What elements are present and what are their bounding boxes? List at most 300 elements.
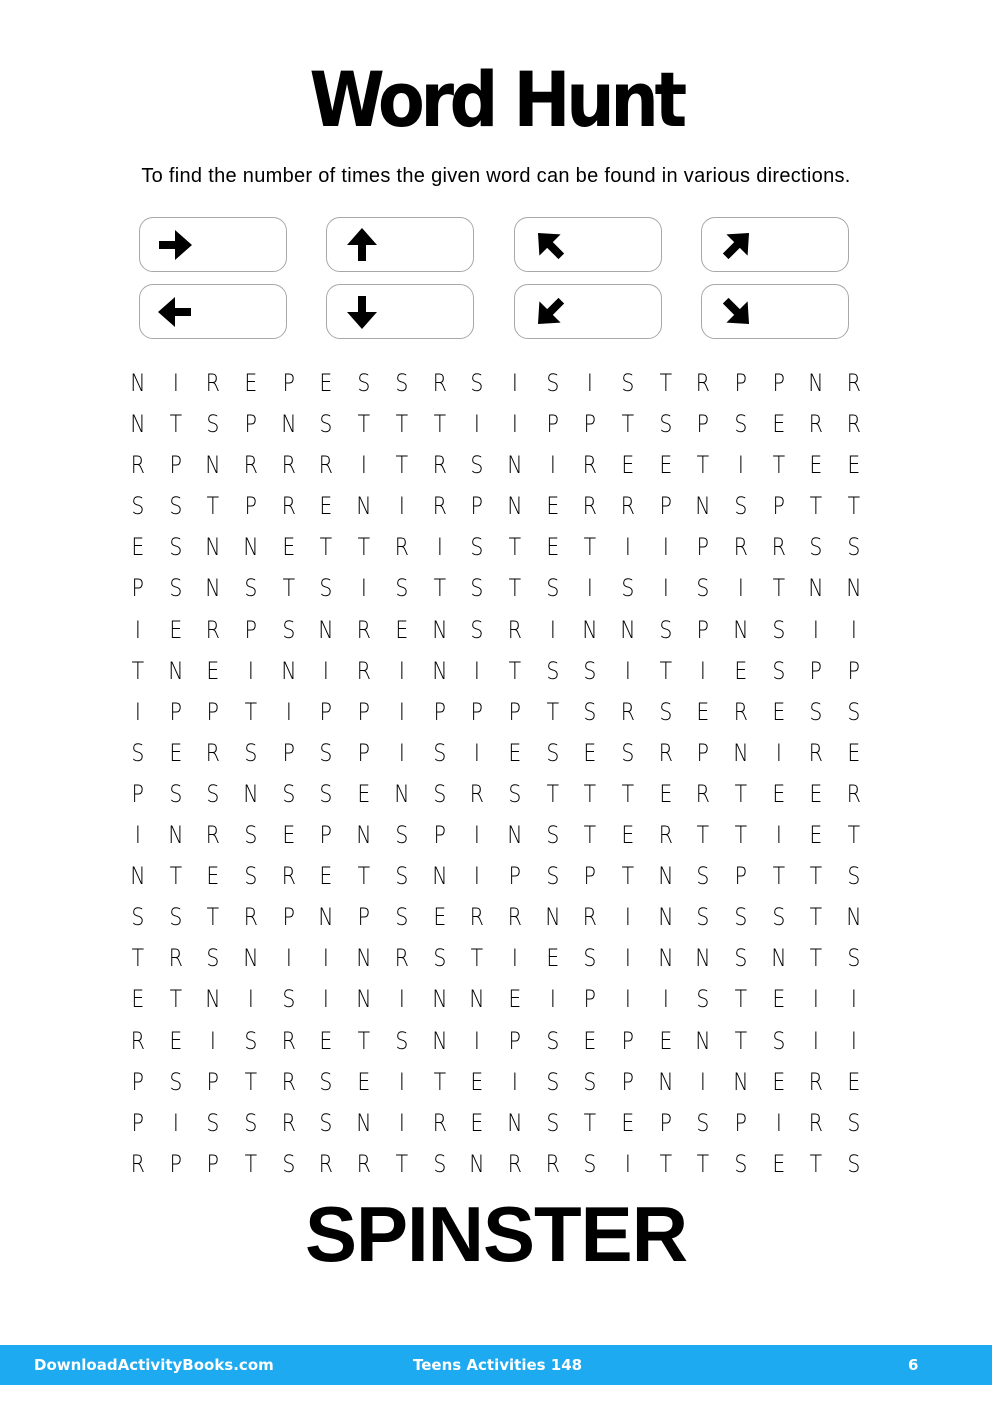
grid-letter: P xyxy=(508,1026,521,1055)
grid-letter: N xyxy=(507,451,523,480)
grid-letter: P xyxy=(131,1108,144,1137)
grid-letter: I xyxy=(134,821,141,850)
grid-letter: E xyxy=(545,944,559,973)
grid-letter: E xyxy=(169,1026,182,1055)
grid-letter: T xyxy=(282,574,295,603)
grid-letter: S xyxy=(244,862,258,891)
grid-letter: E xyxy=(659,779,672,808)
grid-letter: R xyxy=(281,492,296,521)
grid-letter: S xyxy=(470,615,484,644)
grid-letter: E xyxy=(583,738,597,767)
grid-letter: I xyxy=(360,451,367,480)
grid-letter: E xyxy=(809,779,823,808)
grid-letter: R xyxy=(281,862,296,891)
grid-letter: T xyxy=(734,821,748,850)
grid-letter: I xyxy=(662,533,669,562)
grid-letter: T xyxy=(433,574,446,603)
grid-letter: P xyxy=(357,697,371,726)
grid-letter: S xyxy=(282,985,296,1014)
grid-letter: I xyxy=(474,656,481,685)
grid-letter: S xyxy=(658,410,672,439)
grid-letter: I xyxy=(737,451,744,480)
grid-letter: I xyxy=(398,656,405,685)
grid-letter: T xyxy=(847,492,861,521)
grid-letter: S xyxy=(696,1108,710,1137)
grid-letter: T xyxy=(696,451,710,480)
grid-letter: T xyxy=(696,821,710,850)
grid-letter: T xyxy=(772,862,785,891)
grid-letter: E xyxy=(772,779,785,808)
grid-letter: P xyxy=(696,410,710,439)
grid-letter: I xyxy=(549,615,556,644)
grid-letter: R xyxy=(507,1149,522,1178)
grid-letter: T xyxy=(169,985,182,1014)
grid-letter: T xyxy=(206,492,220,521)
grid-letter: P xyxy=(131,779,144,808)
grid-letter: P xyxy=(207,697,220,726)
grid-letter: T xyxy=(395,451,408,480)
grid-letter: P xyxy=(696,738,710,767)
grid-letter: S xyxy=(357,369,371,397)
grid-letter: S xyxy=(470,574,484,603)
grid-letter: E xyxy=(809,451,823,480)
grid-letter: S xyxy=(432,1149,446,1178)
grid-letter: R xyxy=(130,451,145,480)
grid-letter: S xyxy=(470,451,484,480)
grid-letter: S xyxy=(583,1067,597,1096)
grid-letter: S xyxy=(169,779,182,808)
grid-letter: N xyxy=(733,1067,749,1096)
grid-letter: N xyxy=(770,944,787,973)
grid-letter: P xyxy=(621,1026,634,1055)
grid-letter: P xyxy=(508,862,521,891)
grid-letter: T xyxy=(244,1149,258,1178)
grid-letter: N xyxy=(431,1026,447,1055)
grid-letter: I xyxy=(247,656,254,685)
grid-letter: S xyxy=(244,821,258,850)
grid-letter: N xyxy=(469,1149,485,1178)
grid-letter: E xyxy=(696,697,710,726)
grid-letter: N xyxy=(507,821,523,850)
grid-letter: R xyxy=(394,944,409,973)
arrow-down-icon xyxy=(341,291,383,333)
grid-letter: P xyxy=(169,697,182,726)
grid-letter: S xyxy=(696,574,710,603)
grid-letter: I xyxy=(360,574,367,603)
grid-letter: T xyxy=(583,821,597,850)
grid-letter: R xyxy=(583,903,598,932)
grid-letter: P xyxy=(320,821,333,850)
grid-letter: E xyxy=(131,533,145,562)
grid-letter: E xyxy=(319,492,333,521)
grid-letter: P xyxy=(244,492,258,521)
grid-letter: S xyxy=(395,1026,409,1055)
grid-letter: N xyxy=(356,821,372,850)
grid-letter: S xyxy=(131,903,145,932)
grid-letter: T xyxy=(131,944,145,973)
grid-letter: S xyxy=(319,738,333,767)
grid-letter: S xyxy=(734,944,748,973)
grid-letter: T xyxy=(734,779,748,808)
grid-letter: S xyxy=(583,697,597,726)
grid-letter: R xyxy=(206,821,221,850)
grid-letter: R xyxy=(356,656,372,685)
grid-letter: T xyxy=(696,1149,710,1178)
grid-letter: E xyxy=(169,615,182,644)
grid-letter: I xyxy=(850,1026,857,1055)
grid-letter: P xyxy=(696,615,710,644)
grid-letter: T xyxy=(508,533,521,562)
grid-letter: S xyxy=(169,492,182,521)
grid-letter: P xyxy=(470,697,484,726)
grid-letter: T xyxy=(809,862,823,891)
grid-letter: N xyxy=(695,1026,711,1055)
grid-letter: N xyxy=(280,656,297,685)
grid-letter: N xyxy=(167,821,184,850)
grid-letter: I xyxy=(775,821,782,850)
grid-letter: E xyxy=(169,738,182,767)
arrow-up-left-box xyxy=(514,217,662,272)
grid-letter: T xyxy=(508,574,521,603)
grid-letter: N xyxy=(733,738,749,767)
grid-letter: S xyxy=(282,779,296,808)
grid-letter: E xyxy=(395,615,409,644)
grid-letter: S xyxy=(131,738,145,767)
grid-letter: T xyxy=(433,1067,446,1096)
grid-letter: S xyxy=(583,1149,597,1178)
grid-letter: I xyxy=(134,697,141,726)
grid-letter: T xyxy=(809,944,823,973)
grid-letter: S xyxy=(734,1149,748,1178)
grid-letter: N xyxy=(130,410,146,439)
grid-letter: R xyxy=(846,410,861,439)
grid-letter: S xyxy=(658,615,672,644)
grid-letter: T xyxy=(659,369,672,397)
grid-letter: P xyxy=(282,738,295,767)
arrow-right-box xyxy=(139,217,287,272)
grid-letter: T xyxy=(508,656,521,685)
grid-letter: T xyxy=(734,985,748,1014)
grid-letter: R xyxy=(432,369,447,397)
grid-letter: S xyxy=(545,574,559,603)
grid-letter: S xyxy=(847,533,861,562)
grid-letter: N xyxy=(243,533,259,562)
grid-letter: T xyxy=(357,410,371,439)
arrow-down-left-icon xyxy=(529,291,571,333)
grid-letter: S xyxy=(319,574,333,603)
grid-letter: I xyxy=(549,451,556,480)
grid-letter: I xyxy=(624,944,631,973)
grid-letter: I xyxy=(436,533,443,562)
grid-letter: S xyxy=(206,1108,220,1137)
grid-letter: T xyxy=(169,410,182,439)
grid-letter: E xyxy=(206,656,220,685)
grid-letter: S xyxy=(432,779,446,808)
grid-letter: N xyxy=(507,492,523,521)
grid-letter: S xyxy=(621,738,635,767)
grid-letter: I xyxy=(549,985,556,1014)
grid-letter: T xyxy=(809,1149,823,1178)
grid-letter: N xyxy=(243,779,259,808)
grid-letter: E xyxy=(659,1026,672,1055)
grid-letter: I xyxy=(398,738,405,767)
grid-letter: S xyxy=(583,944,597,973)
grid-letter: N xyxy=(544,903,561,932)
grid-letter: P xyxy=(357,738,371,767)
grid-letter: S xyxy=(696,862,710,891)
grid-letter: I xyxy=(587,574,594,603)
grid-letter: S xyxy=(169,574,182,603)
grid-letter: P xyxy=(357,903,371,932)
grid-letter: N xyxy=(808,369,824,397)
grid-letter: T xyxy=(131,656,145,685)
grid-letter: S xyxy=(847,1108,861,1137)
target-word: SPINSTER xyxy=(304,1190,688,1278)
grid-letter: I xyxy=(323,944,330,973)
grid-letter: I xyxy=(172,369,179,397)
grid-letter: S xyxy=(282,615,296,644)
grid-letter: S xyxy=(545,1067,559,1096)
grid-letter: T xyxy=(659,1149,672,1178)
grid-letter: E xyxy=(621,451,635,480)
grid-letter: R xyxy=(206,369,221,397)
grid-letter: R xyxy=(733,533,748,562)
arrow-down-box xyxy=(326,284,474,339)
grid-letter: S xyxy=(470,369,484,397)
grid-letter: N xyxy=(808,574,824,603)
grid-letter: E xyxy=(772,410,785,439)
grid-letter: I xyxy=(172,1108,179,1137)
arrow-down-left-box xyxy=(514,284,662,339)
grid-letter: I xyxy=(813,985,820,1014)
grid-letter: N xyxy=(620,615,636,644)
arrow-left-icon xyxy=(154,291,196,333)
grid-letter: N xyxy=(846,903,862,932)
grid-letter: N xyxy=(280,410,297,439)
grid-letter: R xyxy=(356,615,372,644)
grid-letter: S xyxy=(545,738,559,767)
grid-letter: N xyxy=(356,492,372,521)
grid-letter: S xyxy=(244,1026,258,1055)
grid-letter: S xyxy=(169,533,182,562)
grid-letter: P xyxy=(583,410,597,439)
grid-letter: S xyxy=(847,697,861,726)
grid-letter: S xyxy=(734,903,748,932)
grid-letter: R xyxy=(432,492,447,521)
grid-letter: S xyxy=(545,821,559,850)
grid-letter: T xyxy=(357,862,371,891)
grid-letter: S xyxy=(395,862,409,891)
grid-letter: I xyxy=(775,738,782,767)
grid-letter: S xyxy=(169,903,182,932)
grid-letter: E xyxy=(131,985,145,1014)
grid-letter: R xyxy=(356,1149,372,1178)
footer-page-number: 6 xyxy=(908,1356,919,1374)
grid-letter: S xyxy=(847,944,861,973)
grid-letter: R xyxy=(809,1108,824,1137)
grid-letter: T xyxy=(244,1067,258,1096)
grid-letter: S xyxy=(432,738,446,767)
grid-letter: P xyxy=(244,615,258,644)
grid-letter: I xyxy=(511,1067,518,1096)
grid-letter: I xyxy=(398,985,405,1014)
grid-letter: R xyxy=(583,451,598,480)
grid-letter: R xyxy=(469,779,485,808)
grid-letter: I xyxy=(285,944,292,973)
grid-letter: N xyxy=(130,862,146,891)
grid-letter: I xyxy=(474,821,481,850)
arrow-left-box xyxy=(139,284,287,339)
grid-letter: P xyxy=(282,369,295,397)
grid-letter: I xyxy=(474,738,481,767)
grid-letter: R xyxy=(130,1149,145,1178)
grid-letter: S xyxy=(244,574,258,603)
grid-letter: E xyxy=(847,738,861,767)
grid-letter: E xyxy=(432,903,446,932)
grid-letter: S xyxy=(772,615,785,644)
grid-letter: N xyxy=(695,492,711,521)
grid-letter: N xyxy=(657,862,674,891)
grid-letter: N xyxy=(657,1067,674,1096)
grid-letter: N xyxy=(657,903,674,932)
grid-letter: I xyxy=(624,656,631,685)
grid-letter: R xyxy=(206,615,221,644)
grid-letter: N xyxy=(205,451,221,480)
arrow-down-right-icon xyxy=(716,291,758,333)
grid-letter: E xyxy=(319,1026,333,1055)
grid-letter: S xyxy=(244,1108,258,1137)
grid-letter: P xyxy=(621,1067,634,1096)
grid-letter: T xyxy=(583,779,597,808)
grid-letter: P xyxy=(169,1149,182,1178)
grid-letter: S xyxy=(206,779,220,808)
grid-letter: T xyxy=(395,1149,408,1178)
grid-letter: I xyxy=(398,1067,405,1096)
grid-letter: I xyxy=(474,410,481,439)
grid-letter: E xyxy=(470,1108,484,1137)
grid-letter: I xyxy=(285,697,292,726)
grid-letter: T xyxy=(809,903,823,932)
grid-letter: N xyxy=(431,615,447,644)
grid-letter: R xyxy=(846,369,861,397)
grid-letter: E xyxy=(621,821,635,850)
grid-letter: S xyxy=(545,369,559,397)
grid-letter: S xyxy=(319,410,333,439)
grid-letter: I xyxy=(624,1149,631,1178)
grid-letter: S xyxy=(169,1067,182,1096)
grid-letter: S xyxy=(545,1026,559,1055)
grid-letter: P xyxy=(810,656,823,685)
grid-letter: E xyxy=(206,862,220,891)
grid-letter: N xyxy=(431,862,447,891)
grid-letter: P xyxy=(659,492,672,521)
grid-letter: E xyxy=(508,985,522,1014)
grid-letter: I xyxy=(662,985,669,1014)
grid-letter: S xyxy=(696,985,710,1014)
grid-letter: P xyxy=(847,656,861,685)
grid-letter: R xyxy=(846,779,861,808)
grid-letter: S xyxy=(282,1149,296,1178)
grid-letter: R xyxy=(469,903,485,932)
grid-letter: P xyxy=(583,862,597,891)
grid-letter: S xyxy=(809,533,823,562)
grid-letter: S xyxy=(395,821,409,850)
grid-letter: N xyxy=(205,574,221,603)
letter-grid xyxy=(119,363,873,1185)
grid-letter: R xyxy=(432,451,447,480)
grid-letter: I xyxy=(511,369,518,397)
grid-letter: E xyxy=(772,1149,785,1178)
grid-letter: R xyxy=(545,1149,560,1178)
grid-letter: P xyxy=(244,410,258,439)
grid-letter: I xyxy=(737,574,744,603)
grid-letter: T xyxy=(621,862,635,891)
grid-letter: N xyxy=(733,615,749,644)
grid-letter: P xyxy=(282,903,295,932)
grid-letter: S xyxy=(583,656,597,685)
footer-book: Teens Activities 148 xyxy=(413,1356,583,1374)
grid-letter: P xyxy=(207,1149,220,1178)
grid-letter: R xyxy=(130,1026,145,1055)
grid-letter: S xyxy=(395,574,409,603)
grid-letter: E xyxy=(508,738,522,767)
grid-letter: T xyxy=(357,533,371,562)
grid-letter: P xyxy=(433,821,446,850)
grid-letter: T xyxy=(772,451,785,480)
grid-letter: S xyxy=(319,1108,333,1137)
grid-letter: I xyxy=(813,1026,820,1055)
grid-letter: N xyxy=(394,779,410,808)
grid-letter: I xyxy=(511,410,518,439)
grid-letter: E xyxy=(847,451,861,480)
grid-letter: R xyxy=(620,697,635,726)
grid-letter: E xyxy=(545,492,559,521)
grid-letter: I xyxy=(474,862,481,891)
arrow-up-right-icon xyxy=(716,224,758,266)
page-title: Word Hunt xyxy=(309,55,683,144)
grid-letter: P xyxy=(734,862,747,891)
grid-letter: P xyxy=(659,1108,672,1137)
grid-letter: P xyxy=(131,574,144,603)
footer-site[interactable]: DownloadActivityBooks.com xyxy=(34,1356,274,1374)
grid-letter: I xyxy=(398,697,405,726)
arrow-up-box xyxy=(326,217,474,272)
grid-letter: T xyxy=(772,574,785,603)
grid-letter: N xyxy=(205,533,221,562)
grid-letter: T xyxy=(809,492,823,521)
grid-letter: S xyxy=(772,656,785,685)
grid-letter: P xyxy=(131,1067,144,1096)
grid-letter: R xyxy=(281,1026,296,1055)
grid-letter: S xyxy=(319,1067,333,1096)
grid-letter: T xyxy=(395,410,408,439)
grid-letter: R xyxy=(658,738,673,767)
grid-letter: R xyxy=(168,944,183,973)
grid-letter: R xyxy=(696,779,711,808)
grid-letter: S xyxy=(772,1026,785,1055)
grid-letter: T xyxy=(546,779,559,808)
grid-letter: I xyxy=(511,944,518,973)
grid-letter: E xyxy=(583,1026,597,1055)
grid-letter: N xyxy=(356,944,372,973)
grid-letter: R xyxy=(771,533,786,562)
grid-letter: I xyxy=(134,615,141,644)
grid-letter: I xyxy=(323,656,330,685)
grid-letter: T xyxy=(244,697,258,726)
grid-letter: I xyxy=(850,615,857,644)
grid-letter: E xyxy=(470,1067,484,1096)
grid-letter: I xyxy=(775,1108,782,1137)
